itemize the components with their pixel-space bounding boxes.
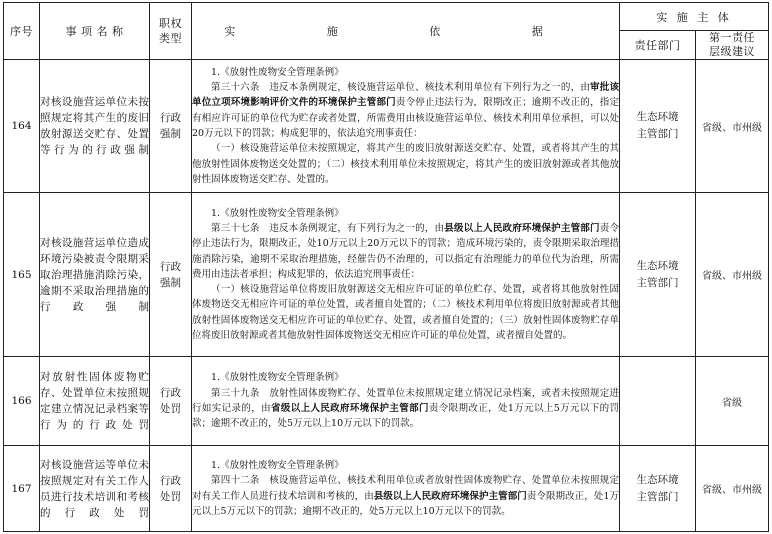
responsibility-level: 省级、市州级 [696, 60, 769, 193]
basis-text: 1.《放射性废物安全管理条例》 [211, 207, 344, 219]
basis-paragraph [192, 221, 619, 282]
basis-text: 第三十九条 放射性固体废物贮存、处置单位未按照规定建立情况记录档案，或者未按照规定进行如实记录的，由 [192, 387, 619, 414]
basis-paragraph [192, 370, 619, 385]
implementation-basis [192, 446, 620, 532]
responsibility-level: 省级、市州级 [696, 446, 769, 532]
authority-type: 行政 处罚 [150, 446, 192, 532]
header-no: 序号 [4, 3, 40, 60]
responsible-dept: 生态环境 主管部门 [620, 446, 696, 532]
basis-text: 1.《放射性废物安全管理条例》 [211, 372, 344, 384]
row-number: 164 [4, 60, 40, 193]
authority-type: 行政 强制 [150, 193, 192, 357]
basis-authority-bold: 县级以上人民政府环境保护主管部门 [373, 490, 527, 502]
basis-text: （一）核设施营运单位未按照规定，将其产生的废旧放射源送交贮存、处置，或者将其产生的其他放射性固体废物送交处置的；（二）核技术利用单位未按照规定，将其产生的废旧放射源或者其他放射性固体废物送交贮存、处置的。 [192, 143, 619, 185]
table-row [4, 60, 769, 193]
basis-paragraph [192, 386, 619, 432]
responsibility-level: 省级 [696, 357, 769, 446]
implementation-basis [192, 357, 620, 446]
authority-type: 行政 强制 [150, 60, 192, 193]
row-number: 167 [4, 446, 40, 532]
basis-paragraph [192, 473, 619, 519]
header-basis: 实 施 依 据 [192, 3, 620, 60]
basis-authority-bold: 审批该单位立项环境影响评价文件的环境保护主管部门 [192, 82, 619, 109]
item-name: 对核设施营运等单位未按照规定对有关工作人员进行技术培训和考核的行政处罚 [40, 446, 150, 532]
header-item: 事 项 名 称 [40, 3, 150, 60]
basis-text: 第四十二条 核设施营运单位、核技术利用单位或者放射性固体废物贮存、处置单位未按照规定对有关工作人员进行技术培训和考核的，由 [192, 475, 619, 502]
basis-text: 责令停止违法行为，限期改正，处10万元以上20万元以下的罚款；造成环境污染的，责令限期采取治理措施消除污染，逾期不采取治理措施，经催告仍不治理的，可以指定有治理能力的单位代为治理，所需费用由违法者承担；构成犯罪的，依法追究刑事责任： [192, 222, 619, 280]
responsibility-level: 省级、市州级 [696, 193, 769, 357]
item-name: 对核设施营运单位未按照规定将其产生的废旧放射源送交贮存、处置等行为的行政强制 [40, 60, 150, 193]
responsible-dept: 生态环境 主管部门 [620, 60, 696, 193]
responsible-dept [620, 357, 696, 446]
row-number: 166 [4, 357, 40, 446]
basis-text: 责令限期改正，处1万元以上5万元以下的罚款；逾期不改正的，处5万元以上10万元以下的罚款。 [192, 403, 619, 430]
authority-type: 行政 处罚 [150, 357, 192, 446]
basis-text: 责令限期改正，处1万元以上5万元以下的罚款；逾期不改正的，处5万元以上10万元以下的罚款。 [192, 490, 619, 517]
item-name: 对核设施营运单位造成环境污染被责令限期采取治理措施消除污染，逾期不采取治理措施的行政强制 [40, 193, 150, 357]
basis-authority-bold: 县级以上人民政府环境保护主管部门 [444, 222, 600, 234]
basis-paragraph [192, 458, 619, 473]
responsible-dept: 生态环境 主管部门 [620, 193, 696, 357]
basis-text: 第三十六条 违反本条例规定，核设施营运单位、核技术利用单位有下列行为之一的，由 [211, 82, 591, 94]
basis-text: 第三十七条 违反本条例规定，有下列行为之一的，由 [211, 222, 445, 234]
authority-table [3, 2, 769, 532]
basis-paragraph [192, 141, 619, 187]
header-subject: 实 施 主 体 [620, 3, 769, 31]
basis-paragraph [192, 65, 619, 80]
row-number: 165 [4, 193, 40, 357]
basis-paragraph [192, 80, 619, 141]
implementation-basis [192, 60, 620, 193]
header-type: 职权 类型 [150, 3, 192, 60]
basis-text: 责令停止违法行为，限期改正；逾期不改正的，指定有相应许可证的单位代为贮存或者处置，所需费用由核设施营运单位、核技术利用单位承担，可以处20万元以下的罚款；构成犯罪的，依法追究刑事责任： [192, 97, 619, 139]
basis-paragraph [192, 282, 619, 343]
header-dept: 责任部门 [620, 31, 696, 60]
item-name: 对放射性固体废物贮存、处置单位未按照规定建立情况记录档案等行为的行政处罚 [40, 357, 150, 446]
table-row [4, 357, 769, 446]
header-level: 第一责任 层级建议 [696, 31, 769, 60]
basis-authority-bold: 省级以上人民政府环境保护主管部门 [270, 403, 429, 414]
basis-text: 1.《放射性废物安全管理条例》 [211, 459, 344, 471]
table-row [4, 193, 769, 357]
implementation-basis [192, 193, 620, 357]
basis-paragraph [192, 206, 619, 221]
table-row [4, 446, 769, 532]
basis-text: （一）核设施营运单位将废旧放射源送交无相应许可证的单位贮存、处置，或者将其他放射性固体废物送交无相应许可证的单位处置，或者擅自处置的；（二）核技术利用单位将废旧放射源或者其他放射性固体废物送交无相应许可证的单位贮存、处置，或者擅自处置的；（三）放射性固体废物贮存单位将废旧放射源或者其他放射性固体废物送交无相应许可证的单位处置，或者擅自处置的。 [192, 284, 619, 342]
basis-text: 1.《放射性废物安全管理条例》 [211, 66, 344, 78]
